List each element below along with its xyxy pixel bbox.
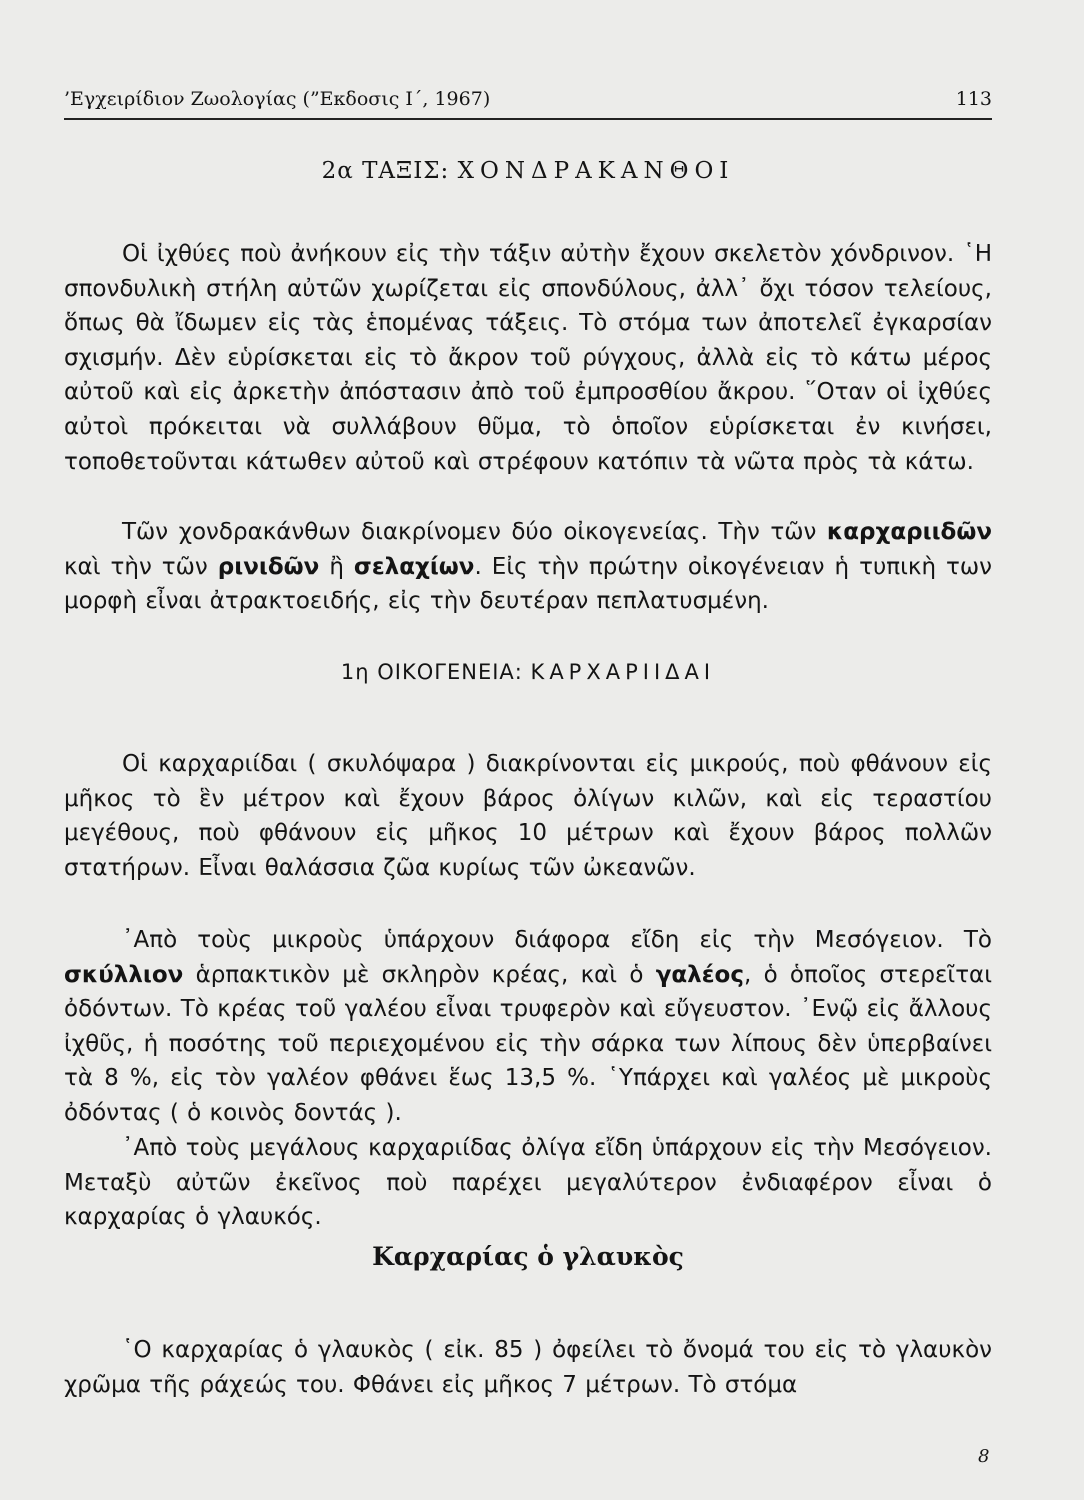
text-run: Τῶν χονδρακάνθων διακρίνομεν δύο οἰκογενείας. Τὴν τῶν xyxy=(122,519,827,545)
order-heading xyxy=(64,158,992,184)
paragraph-order-description: Οἱ ἰχθύες ποὺ ἀνήκουν εἰς τὴν τάξιν αὐτὴν ἔχουν σκελετὸν χόνδρινον. ῾Η σπονδυλικὴ στήλη αὐτῶν χωρίζεται εἰς σπονδύλους, ἀλλ᾽ ὄχι τόσον τελείους, ὅπως θὰ ἴδωμεν εἰς τὰς ἑπομένας τάξεις. Τὸ στόμα των ἀποτελεῖ ἐγκαρσίαν σχισμήν. Δὲν εὑρίσκεται εἰς τὸ ἄκρον τοῦ ρύγχους, ἀλλὰ εἰς τὸ κάτω μέρος αὐτοῦ καὶ εἰς ἀρκετὴν ἀπόστασιν ἀπὸ τοῦ ἐμπροσθίου ἄκρου. ῞Οταν οἱ ἰχθύες αὐτοὶ πρόκειται νὰ συλλάβουν θῦμα, τὸ ὁποῖον εὑρίσκεται ἐν κινήσει, τοποθετοῦνται κάτωθεν αὐτοῦ καὶ στρέφουν κατόπιν τὰ νῶτα πρὸς τὰ κάτω. xyxy=(64,241,992,475)
species-heading: Καρχαρίας ὁ γλαυκὸς xyxy=(372,1242,684,1271)
term-rinidon: ρινιδῶν xyxy=(217,553,320,580)
running-header xyxy=(64,88,992,120)
running-title: ’Εγχειρίδιον Ζωολογίας (”Εκδοσις Ι΄, 1967) xyxy=(64,88,491,110)
text-run: καὶ τὴν τῶν xyxy=(64,553,218,580)
term-karchariidon: καρχαριιδῶν xyxy=(826,519,992,545)
text-run: ἁρπακτικὸν μὲ σκληρὸν κρέας, καὶ ὁ xyxy=(183,961,656,988)
text-run: , ὁ ὁποῖος στερεῖται ὀδόντων. Τὸ κρέας τοῦ γαλέου εἶναι τρυφερὸν καὶ εὔγευστον. ᾽Ενῷ εἰς ἄλλους ἰχθῦς, ἡ ποσότης τοῦ περιεχομένου εἰς τὴν σάρκα των λίπους δὲν ὑπερβαίνει τὰ 8 %, εἰς τὸν γαλέον φθάνει ἕως 13,5 %. ῾Υπάρχει καὶ γαλέος μὲ μικροὺς ὀδόντας ( ὁ κοινὸς δοντάς ). xyxy=(64,961,992,1126)
family-heading-prefix: 1η ΟΙΚΟΓΕΝΕΙΑ: xyxy=(340,660,523,684)
paragraph-blue-shark: ῾Ο καρχαρίας ὁ γλαυκὸς ( εἰκ. 85 ) ὀφείλει τὸ ὄνομά του εἰς τὸ γλαυκὸν χρῶμα τῆς ράχεώς του. Φθάνει εἰς μῆκος 7 μέτρων. Τὸ στόμα xyxy=(64,1337,992,1398)
paragraph-small-sharks xyxy=(64,923,992,1131)
family-heading xyxy=(64,660,992,684)
order-heading-name: ΧΟΝΔΡΑΚΑΝΘΟΙ xyxy=(457,158,735,184)
term-selachion: σελαχίων xyxy=(353,553,475,580)
order-heading-prefix: 2α ΤΑΞΙΣ: xyxy=(321,158,450,184)
term-skyllion: σκύλλιον xyxy=(64,961,184,988)
page-number: 113 xyxy=(955,88,992,110)
paragraph-large-sharks: ᾽Απὸ τοὺς μεγάλους καρχαριίδας ὀλίγα εἴδη ὑπάρχουν εἰς τὴν Μεσόγειον. Μεταξὺ αὐτῶν ἐκεῖνος ποὺ παρέχει μεγαλύτερον ἐνδιαφέρον εἶναι ὁ καρχαρίας ὁ γλαυκός. xyxy=(64,1135,992,1231)
signature-mark: 8 xyxy=(978,1446,990,1467)
text-run: . Εἰς τὴν πρώτην οἰκογένειαν ἡ τυπικὴ των μορφὴ εἶναι ἀτρακτοειδής, εἰς τὴν δευτέραν πεπλατυσμένη. xyxy=(64,553,992,615)
paragraph-families xyxy=(64,515,992,619)
family-heading-name: ΚΑΡΧΑΡΙΙΔΑΙ xyxy=(530,660,716,684)
term-galeos: γαλέος xyxy=(655,961,744,988)
paragraph-karchariidai: Οἱ καρχαριίδαι ( σκυλόψαρα ) διακρίνονται εἰς μικρούς, ποὺ φθάνουν εἰς μῆκος τὸ ἓν μέτρον καὶ ἔχουν βάρος ὀλίγων κιλῶν, καὶ εἰς τεραστίου μεγέθους, ποὺ φθάνουν εἰς μῆκος 10 μέτρων καὶ ἔχουν βάρος πολλῶν στατήρων. Εἶναι θαλάσσια ζῶα κυρίως τῶν ὠκεανῶν. xyxy=(64,751,992,881)
text-run: ᾽Απὸ τοὺς μικροὺς ὑπάρχουν διάφορα εἴδη εἰς τὴν Μεσόγειον. Τὸ xyxy=(122,927,992,953)
text-run: ἢ xyxy=(319,553,354,580)
